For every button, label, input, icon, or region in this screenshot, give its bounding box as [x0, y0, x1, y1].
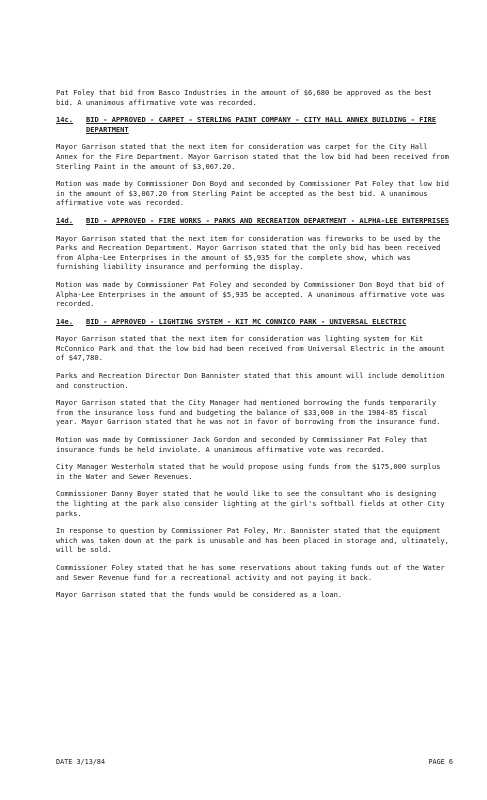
- section-title: BID - APPROVED - CARPET - STERLING PAINT COMPANY - CITY HALL ANNEX BUILDING - FIRE DEPARTMENT: [86, 115, 437, 134]
- minutes-paragraph: Commissioner Foley stated that he has some reservations about taking funds out of the Water and Sewer Revenue fund for a recreational activity and not paying it back.: [56, 562, 449, 582]
- section-number: 14e.: [56, 316, 74, 326]
- minutes-paragraph: Motion was made by Commissioner Pat Foley and seconded by Commissioner Don Boyd that bid of Alpha-Lee Enterprises in the amount of $5,935 be accepted. A unanimous affirmative vote was recorded.: [56, 279, 449, 309]
- footer-page-number: PAGE 6: [428, 758, 453, 766]
- section-heading: [56, 317, 453, 327]
- minutes-paragraph: Pat Foley that bid from Basco Industries in the amount of $6,680 be approved as the best bid. A unanimous affirmative vote was recorded.: [56, 88, 437, 107]
- minutes-paragraph: Motion was made by Commissioner Jack Gordon and seconded by Commissioner Pat Foley that insurance funds be held inviolate. A unanimous affirmative vote was recorded.: [56, 435, 432, 454]
- section-title: BID - APPROVED - LIGHTING SYSTEM - KIT MC CONNICO PARK - UNIVERSAL ELECTRIC: [86, 316, 407, 326]
- minutes-paragraph: Mayor Garrison stated that the City Manager had mentioned borrowing the funds temporarily from the insurance loss fund and budgeting the balance of $33,000 in the 1984-85 fiscal year. Mayor Garrison stated that he was not in favor of borrowing from the insurance fund.: [56, 398, 441, 427]
- minutes-paragraph: Mayor Garrison stated that the next item for consideration was lighting system for Kit McConnico Park and that the low bid had been received from Universal Electric in the amount of $47,780.: [56, 334, 449, 363]
- minutes-paragraph: City Manager Westerholm stated that he would propose using funds from the $175,000 surplus in the Water and Sewer Revenues.: [56, 462, 445, 481]
- minutes-paragraph: Mayor Garrison stated that the next item for consideration was fireworks to be used by the Parks and Recreation Department. Mayor Garrison stated that the only bid has been received from Alpha-Lee Enterprises in the amount of $5,935 for the complete show, which was furnishing liability insurance and performing the display.: [56, 233, 445, 272]
- section-heading: [56, 216, 453, 226]
- minutes-paragraph: Parks and Recreation Director Don Bannister stated that this amount will include demolition and construction.: [56, 371, 449, 390]
- footer-date: DATE 3/13/84: [56, 758, 106, 766]
- section-title: BID - APPROVED - FIRE WORKS - PARKS AND RECREATION DEPARTMENT - ALPHA-LEE ENTERPRISES: [86, 215, 450, 225]
- section-number: 14c.: [56, 115, 74, 125]
- section-heading: [56, 115, 453, 134]
- minutes-paragraph: Motion was made by Commissioner Don Boyd and seconded by Commissioner Pat Foley that low bid in the amount of $3,067.20 from Sterling Paint be accepted as the best bid. A unanimous affirmative vote was recorded.: [56, 179, 454, 208]
- section-number: 14d.: [56, 215, 74, 225]
- minutes-paragraph: Mayor Garrison stated that the funds would be considered as a loan.: [56, 590, 343, 600]
- minutes-paragraph: In response to question by Commissioner Pat Foley, Mr. Bannister stated that the equipment which was taken down at the park is unusable and has been placed in storage and, ultimately, will be sold.: [56, 526, 454, 555]
- page-footer: [56, 758, 453, 766]
- minutes-paragraph: Mayor Garrison stated that the next item for consideration was carpet for the City Hall Annex for the Fire Department. Mayor Garrison stated that the low bid had been received from Sterling Paint in the amount of $3,067.20.: [56, 142, 454, 171]
- minutes-paragraph: Commissioner Danny Boyer stated that he would like to see the consultant who is designing the lighting at the park also consider lighting at the girl's softball fields at other City parks.: [56, 489, 449, 518]
